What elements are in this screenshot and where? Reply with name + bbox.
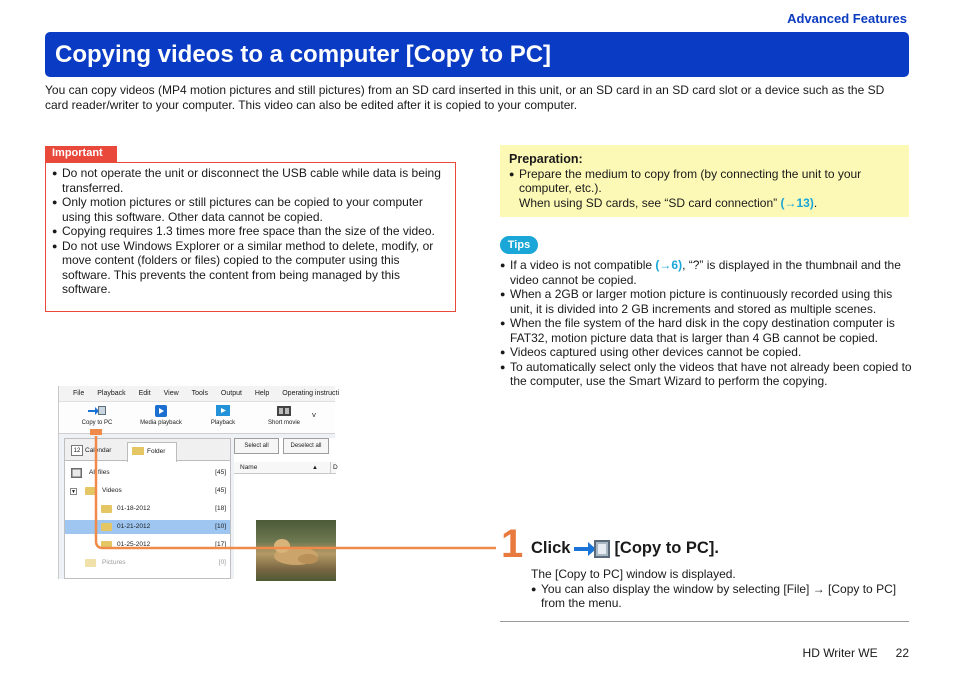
sd-card-connection-link[interactable]: (→13) [780, 195, 814, 210]
tip-item: ● To automatically select only the videos that have not already been copied to the computer, use the Smart Wizard to perform the copying. [500, 360, 912, 389]
title-bar [45, 32, 909, 77]
tree-item-count: [45] [215, 469, 226, 476]
short-movie-icon [275, 404, 293, 418]
compat-ref-link[interactable]: (→6) [655, 258, 683, 272]
tips-list [500, 258, 912, 389]
divider [500, 621, 909, 622]
folder-tab-icon [132, 447, 144, 455]
toolbar [59, 402, 335, 434]
folder-icon [101, 541, 112, 549]
column-header-second[interactable]: D [330, 462, 338, 474]
tab-bar [65, 439, 230, 461]
tree-item-label: Pictures [102, 559, 126, 566]
step-body [531, 567, 911, 611]
copy-to-pc-icon [88, 404, 106, 418]
menu-operating-instructions[interactable]: Operating instructi [282, 390, 340, 397]
toolbar-more-icon[interactable]: ˅ [311, 411, 317, 420]
tip-item: ● When the file system of the hard disk in the copy destination computer is FAT32, motion picture data that is larger than 4 GB cannot be copied. [500, 316, 912, 345]
column-name-label: Name [240, 464, 258, 471]
step-title-click: Click [531, 539, 571, 557]
tip-item [500, 258, 912, 287]
tree-pane [64, 438, 231, 579]
tree-item-label: All files [89, 469, 110, 476]
tab-folder-label: Folder [147, 448, 166, 455]
tree-item-count: [0] [218, 559, 226, 566]
tip-text: If a video is not compatible [510, 258, 653, 272]
step-title [531, 536, 719, 560]
preparation-note-text: When using SD cards, see “SD card connection” [519, 195, 778, 210]
menu-bar [59, 386, 340, 402]
tree-item-date[interactable] [65, 538, 230, 552]
tab-calendar-label: Calendar [85, 447, 112, 454]
app-screenshot [58, 386, 340, 579]
menu-view[interactable]: View [163, 390, 179, 397]
tip-item: ● When a 2GB or larger motion picture is continuously recorded using this unit, it is divided into 2 GB increments and stored as multiple scenes. [500, 287, 912, 316]
tree-item-count: [17] [215, 541, 226, 548]
tip-text: , “?” is displayed in the thumbnail and the video cannot be copied. [510, 258, 901, 287]
menu-help[interactable]: Help [254, 390, 270, 397]
tree-item-label: 01-21-2012 [117, 523, 151, 530]
tree-item-all-files[interactable] [65, 466, 230, 480]
copy-to-pc-button[interactable] [77, 404, 117, 426]
step-note: ● You can also display the window by selecting [File] → [Copy to PC] from the menu. [531, 582, 911, 611]
deselect-all-button[interactable]: Deselect all [283, 438, 329, 454]
media-playback-label: Media playback [140, 420, 182, 426]
tips-label: Tips [500, 236, 538, 254]
tree-item-date[interactable] [65, 502, 230, 516]
page-title: Copying videos to a computer [Copy to PC] [55, 41, 552, 68]
important-item: ● Do not use Windows Explorer or a similar method to delete, modify, or move content (folders or files) copied to the computer using this software. This prevents the content from being managed by this software. [52, 239, 449, 297]
step-title-action: [Copy to PC]. [614, 539, 719, 557]
footer-product: HD Writer WE [802, 646, 878, 660]
playback-label: Playback [210, 420, 236, 426]
playback-button[interactable] [205, 404, 241, 426]
preparation-box [500, 145, 909, 217]
tab-folder[interactable] [127, 442, 177, 462]
calendar-icon: 12 [71, 445, 83, 456]
footer [785, 646, 909, 660]
menu-edit[interactable]: Edit [138, 390, 151, 397]
playback-icon [214, 404, 232, 418]
tree-item-label: 01-25-2012 [117, 541, 151, 548]
content-panes [59, 434, 338, 579]
step-description: The [Copy to PC] window is displayed. [531, 567, 736, 581]
preparation-title: Preparation: [509, 152, 583, 166]
expand-icon[interactable]: ▼ [71, 489, 76, 495]
important-box [45, 162, 456, 312]
tree-item-date-selected[interactable] [65, 520, 230, 534]
folder-icon [101, 505, 112, 513]
tree-item-count: [10] [215, 523, 226, 530]
dog-photo [256, 520, 336, 581]
short-movie-label: Short movie [267, 420, 300, 426]
sort-icon[interactable]: ▲ [312, 465, 318, 471]
tip-item: ● Videos captured using other devices cannot be copied. [500, 345, 912, 360]
preparation-item: ● Prepare the medium to copy from (by connecting the unit to your computer, etc.). [509, 167, 900, 196]
tree-item-count: [18] [215, 505, 226, 512]
column-header-name[interactable] [234, 462, 336, 474]
all-files-icon [71, 468, 82, 478]
preparation-note [509, 196, 900, 211]
intro-text: You can copy videos (MP4 motion pictures and still pictures) from an SD card inserted in this unit, or an SD card in an SD card slot or a device such as the SD card reader/writer to your computer. This video can also be edited after it is copied to your computer. [45, 83, 885, 112]
tree-item-count: [45] [215, 487, 226, 494]
menu-playback[interactable]: Playback [97, 390, 126, 397]
page-number: 22 [895, 646, 909, 660]
important-label: Important [45, 146, 117, 162]
copy-to-pc-icon [574, 538, 610, 560]
folder-icon [85, 487, 96, 495]
video-thumbnail[interactable] [256, 520, 336, 581]
tree-item-pictures[interactable] [65, 556, 230, 570]
tree-item-label: 01-18-2012 [117, 505, 151, 512]
file-pane [234, 438, 336, 579]
tab-calendar[interactable] [67, 442, 125, 461]
media-playback-icon [152, 404, 170, 418]
menu-output[interactable]: Output [220, 390, 242, 397]
preparation-note-end: . [813, 195, 818, 210]
folder-icon [101, 523, 112, 531]
important-item: ● Only motion pictures or still pictures can be copied to your computer using this software. Other data cannot be copied. [52, 195, 449, 224]
media-playback-button[interactable] [133, 404, 189, 426]
select-all-button[interactable]: Select all [234, 438, 279, 454]
step-number: 1 [501, 522, 524, 566]
section-tag: Advanced Features [787, 11, 907, 26]
important-item: ● Do not operate the unit or disconnect the USB cable while data is being transferred. [52, 166, 449, 195]
menu-tools[interactable]: Tools [191, 390, 208, 397]
short-movie-button[interactable] [259, 404, 309, 426]
important-item: ● Copying requires 1.3 times more free space than the size of the video. [52, 224, 449, 239]
folder-icon [85, 559, 96, 567]
copy-to-pc-label: Copy to PC [81, 420, 113, 426]
tree-item-videos[interactable] [65, 484, 230, 498]
tree-item-label: Videos [102, 487, 122, 494]
menu-file[interactable]: File [73, 390, 85, 397]
